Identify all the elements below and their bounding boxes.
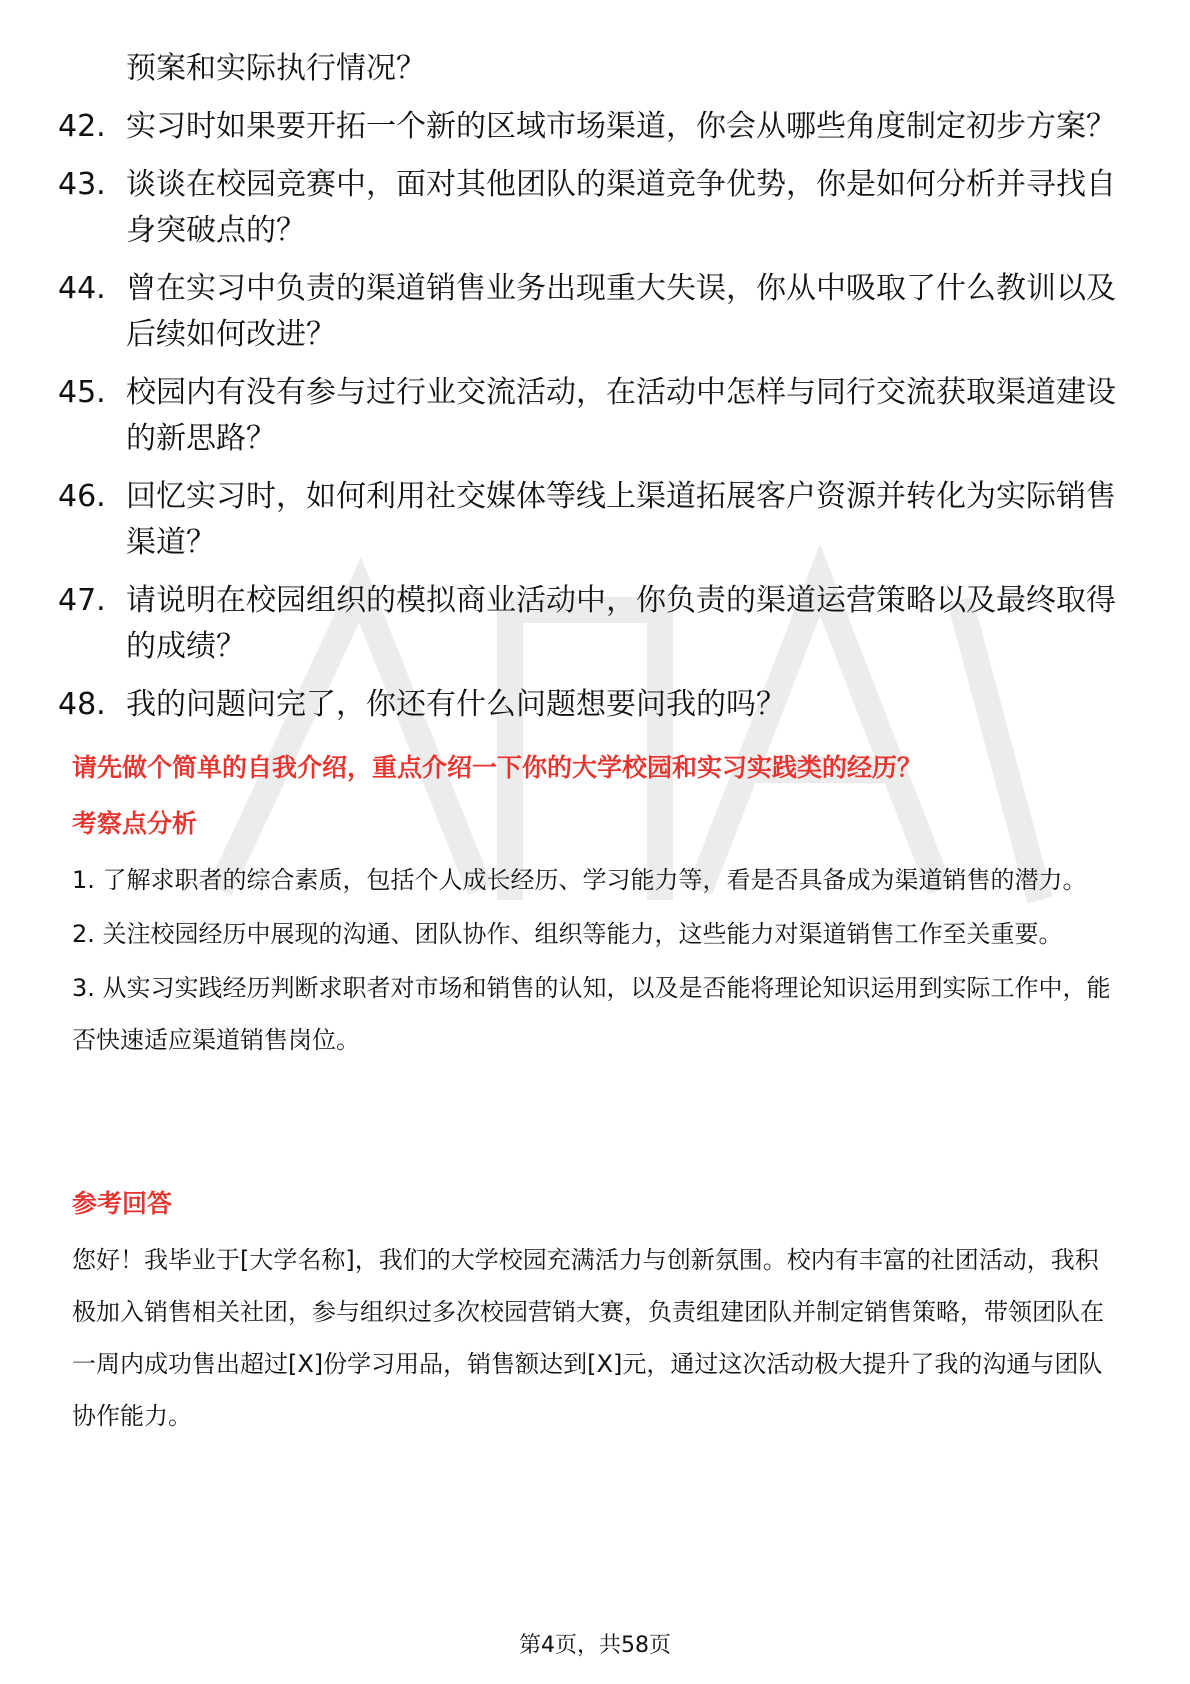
analysis-points xyxy=(72,854,1122,1066)
question-item xyxy=(58,266,1118,358)
question-number: 47. xyxy=(58,583,106,618)
reference-section xyxy=(72,1184,1122,1442)
question-text: 校园内有没有参与过行业交流活动，在活动中怎样与同行交流获取渠道建设的新思路？ xyxy=(126,375,1116,456)
question-text: 请说明在校园组织的模拟商业活动中，你负责的渠道运营策略以及最终取得的成绩？ xyxy=(126,583,1116,664)
question-number: 44. xyxy=(58,271,106,306)
analysis-point: 1. 了解求职者的综合素质，包括个人成长经历、学习能力等，看是否具备成为渠道销售的潜力。 xyxy=(72,866,1087,894)
question-text: 实习时如果要开拓一个新的区域市场渠道，你会从哪些角度制定初步方案？ xyxy=(126,109,1116,144)
question-text: 我的问题问完了，你还有什么问题想要问我的吗？ xyxy=(126,687,786,722)
question-number: 43. xyxy=(58,167,106,202)
question-item xyxy=(58,370,1118,462)
analysis-point: 2. 关注校园经历中展现的沟通、团队协作、组织等能力，这些能力对渠道销售工作至关重要。 xyxy=(72,920,1063,948)
main-question-title: 请先做个简单的自我介绍，重点介绍一下你的大学校园和实习实践类的经历？ xyxy=(72,753,923,782)
analysis-point: 3. 从实习实践经历判断求职者对市场和销售的认知，以及是否能将理论知识运用到实际工作中，能否快速适应渠道销售岗位。 xyxy=(72,974,1111,1054)
question-text: 回忆实习时，如何利用社交媒体等线上渠道拓展客户资源并转化为实际销售渠道？ xyxy=(126,479,1116,560)
question-item xyxy=(58,578,1118,670)
analysis-heading: 考察点分析 xyxy=(72,809,198,838)
page-number-footer: 第4页，共58页 xyxy=(519,1633,671,1658)
question-item xyxy=(58,162,1118,254)
question-number: 42. xyxy=(58,109,106,144)
question-text: 曾在实习中负责的渠道销售业务出现重大失误，你从中吸取了什么教训以及后续如何改进？ xyxy=(126,271,1116,352)
question-item xyxy=(58,682,1118,728)
analysis-section xyxy=(72,804,1122,1068)
question-text: 谈谈在校园竞赛中，面对其他团队的渠道竞争优势，你是如何分析并寻找自身突破点的？ xyxy=(126,167,1116,248)
main-question-section xyxy=(72,748,1122,788)
question-text: 预案和实际执行情况？ xyxy=(126,51,426,86)
question-item xyxy=(58,104,1118,150)
question-list xyxy=(58,46,1118,740)
question-number: 45. xyxy=(58,375,106,410)
question-number: 46. xyxy=(58,479,106,514)
reference-heading: 参考回答 xyxy=(72,1189,173,1218)
question-item xyxy=(58,474,1118,566)
question-number: 48. xyxy=(58,687,106,722)
reference-answer: 您好！我毕业于[大学名称]，我们的大学校园充满活力与创新氛围。校内有丰富的社团活动，我积极加入销售相关社团，参与组织过多次校园营销大赛，负责组建团队并制定销售策略，带领团队在一周内成功售出超过[X]份学习用品，销售额达到[X]元，通过这次活动极大提升了我的沟通与团队协作能力。 xyxy=(72,1246,1104,1430)
question-item xyxy=(58,46,1118,92)
